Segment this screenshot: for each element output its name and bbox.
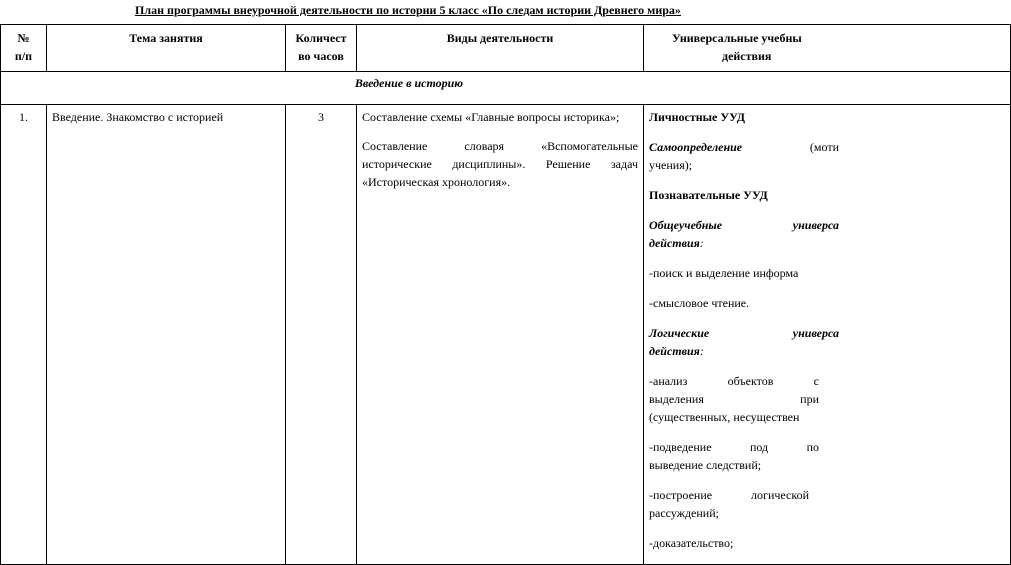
- uud-sub-w2: под: [749, 440, 769, 454]
- activity-item: Составление схемы «Главные вопросы историка»;: [362, 110, 620, 124]
- header-topic: Тема занятия: [47, 25, 286, 72]
- uud-sub-w1: -подведение: [649, 440, 712, 454]
- uud-analysis-l2b: при: [800, 392, 819, 406]
- activity-item: Составление словаря «Вспомогательные исторические дисциплины». Решение задач «Историческая хронология».: [362, 139, 638, 189]
- uud-general-actions: [649, 216, 1010, 252]
- uud-item-subsumption: [649, 438, 1010, 474]
- uud-analysis-l2a: выделения: [649, 392, 704, 406]
- header-hours-line2: во часов: [298, 49, 344, 63]
- uud-item-search: -поиск и выделение информа: [649, 266, 799, 280]
- table-row: [1, 105, 1011, 565]
- table-header-row: [1, 25, 1011, 72]
- uud-analysis-w3: с: [813, 374, 819, 388]
- section-cell: [1, 72, 1011, 105]
- uud-item-chain: [649, 486, 1010, 522]
- uud-general-w1: Общеучебные: [649, 218, 723, 232]
- program-plan-table: [0, 24, 1011, 565]
- uud-self-rest: (моти: [809, 140, 839, 154]
- uud-sub-w3: по: [806, 440, 819, 454]
- header-number-line1: №: [17, 31, 30, 45]
- uud-item-analysis: [649, 372, 1010, 426]
- uud-item-proof: -доказательство;: [649, 536, 734, 550]
- section-row: [1, 72, 1011, 105]
- row-hours: 3: [286, 105, 357, 565]
- row-topic: Введение. Знакомство с историей: [47, 105, 286, 565]
- uud-self-title: Самоопределение: [649, 140, 743, 154]
- row-uud: [644, 105, 1011, 565]
- section-title: Введение в историю: [354, 76, 464, 90]
- uud-logic-w3: действия: [649, 344, 700, 358]
- uud-self-determination: [649, 138, 1010, 174]
- document-title: План программы внеурочной деятельности по истории 5 класс «По следам истории Древнего мира»: [135, 3, 681, 17]
- header-uud-line1: Универсальные учебны: [672, 31, 802, 45]
- header-uud: [644, 25, 1011, 72]
- uud-sub-l2: выведение следствий;: [649, 458, 762, 472]
- uud-general-w3: действия: [649, 236, 700, 250]
- uud-logic-w1: Логические: [649, 326, 710, 340]
- uud-chain-w2: логической: [751, 488, 809, 502]
- uud-analysis-l3: (существенных, несуществен: [649, 410, 800, 424]
- uud-general-w2: универса: [792, 218, 839, 232]
- row-activities: [357, 105, 644, 565]
- uud-chain-l2: рассуждений;: [649, 506, 719, 520]
- uud-personal-title: Личностные УУД: [649, 110, 746, 124]
- uud-logic-w2: универса: [792, 326, 839, 340]
- uud-analysis-w2: объектов: [727, 374, 774, 388]
- uud-item-reading: -смысловое чтение.: [649, 296, 750, 310]
- header-number: [1, 25, 47, 72]
- uud-chain-w1: -построение: [649, 488, 713, 502]
- uud-cognitive-title: Познавательные УУД: [649, 188, 768, 202]
- uud-analysis-w1: -анализ: [649, 374, 688, 388]
- row-number: 1.: [1, 105, 47, 565]
- uud-general-colon: :: [699, 236, 704, 250]
- header-uud-line2: действия: [722, 49, 772, 63]
- header-hours: [286, 25, 357, 72]
- uud-logic-colon: :: [699, 344, 704, 358]
- header-number-line2: п/п: [14, 49, 33, 63]
- uud-self-line2: учения);: [649, 158, 693, 172]
- header-hours-line1: Количест: [295, 31, 347, 45]
- uud-logic-actions: [649, 324, 1010, 360]
- header-activities: Виды деятельности: [357, 25, 644, 72]
